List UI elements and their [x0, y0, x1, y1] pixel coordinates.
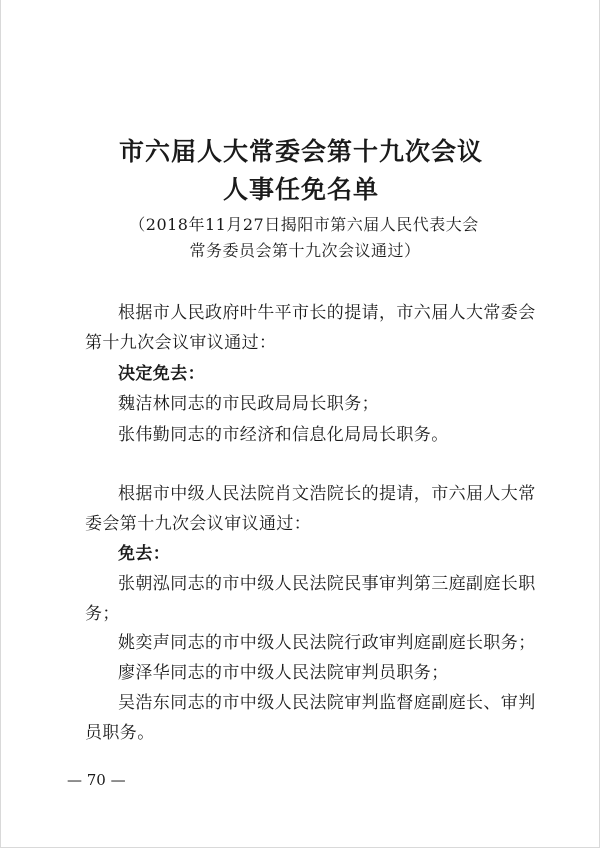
section2-item4-line1: 吴浩东同志的市中级人民法院审判监督庭副庭长、审判: [118, 693, 536, 713]
document-subtitle-line1: （2018年11月27日揭阳市第六届人民代表大会: [129, 215, 479, 234]
section1-item: 魏洁林同志的市民政局局长职务；: [118, 394, 379, 414]
document-title-line1: 市六届人大常委会第十九次会议: [118, 137, 483, 166]
section2-heading: 免去：: [118, 544, 171, 564]
section2-item1-line1: 张朝泓同志的市中级人民法院民事审判第三庭副庭长职: [118, 574, 536, 594]
document-title-line2: 人事任免名单: [222, 175, 379, 204]
section2-item4-line2: 员职务。: [85, 723, 155, 743]
section2-intro-line1: 根据市中级人民法院肖文浩院长的提请，市六届人大常: [118, 484, 536, 504]
section2-item2: 姚奕声同志的市中级人民法院行政审判庭副庭长职务；: [118, 633, 536, 653]
section1-item: 张伟勤同志的市经济和信息化局局长职务。: [118, 425, 449, 445]
page-number: — 70 —: [67, 771, 126, 789]
section1-intro-line1: 根据市人民政府叶牛平市长的提请，市六届人大常委会: [118, 303, 536, 323]
section2-intro-line2: 委会第十九次会议审议通过：: [85, 514, 312, 534]
document-subtitle-line2: 常务委员会第十九次会议通过）: [189, 241, 421, 260]
section2-item1-line2: 务；: [85, 604, 120, 624]
section2-item3: 廖泽华同志的市中级人民法院审判员职务；: [118, 663, 449, 683]
section1-intro-line2: 第十九次会议审议通过：: [85, 333, 277, 353]
section1-heading: 决定免去：: [118, 364, 205, 384]
